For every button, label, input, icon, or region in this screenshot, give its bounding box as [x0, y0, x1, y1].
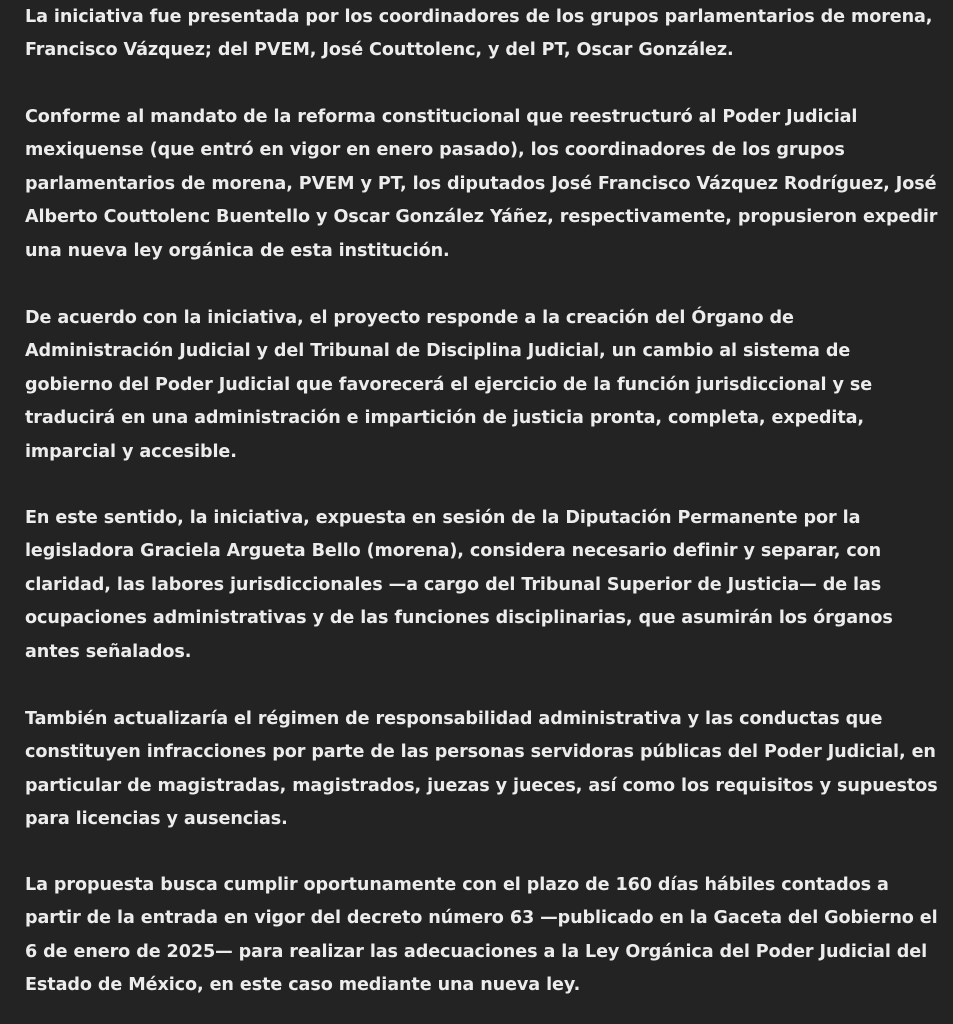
paragraph-4 [25, 502, 945, 669]
text-line: Administración Judicial y del Tribunal de Disciplina Judicial, un cambio al sistema de [25, 341, 851, 362]
text-line: gobierno del Poder Judicial que favorecerá el ejercicio de la función jurisdiccional y se [25, 374, 873, 395]
text-line: De acuerdo con la iniciativa, el proyecto responde a la creación del Órgano de [25, 308, 794, 328]
text-line: Conforme al mandato de la reforma constitucional que reestructuró al Poder Judicial [25, 107, 858, 127]
text-line: En este sentido, la iniciativa, expuesta en sesión de la Diputación Permanente por la [25, 508, 861, 528]
text-line: antes señalados. [25, 641, 192, 662]
paragraph-2 [25, 101, 945, 268]
text-line: Alberto Couttolenc Buentello y Oscar González Yáñez, respectivamente, propusieron expedir [25, 207, 938, 228]
text-line: parlamentarios de morena, PVEM y PT, los diputados José Francisco Vázquez Rodríguez, José [25, 173, 937, 194]
text-line: partir de la entrada en vigor del decreto número 63 —publicado en la Gaceta del Gobierno el [25, 908, 938, 929]
text-line: La iniciativa fue presentada por los coordinadores de los grupos parlamentarios de morena, [25, 7, 933, 27]
paragraph-6 [25, 869, 945, 1003]
text-line: Francisco Vázquez; del PVEM, José Couttolenc, y del PT, Oscar González. [25, 40, 734, 61]
text-line: constituyen infracciones por parte de las personas servidoras públicas del Poder Judicial, en [25, 742, 936, 763]
text-line: claridad, las labores jurisdiccionales —a cargo del Tribunal Superior de Justicia— de las [25, 574, 882, 595]
text-line: 6 de enero de 2025— para realizar las adecuaciones a la Ley Orgánica del Poder Judicial del [25, 941, 928, 962]
text-line: particular de magistradas, magistrados, juezas y jueces, así como los requisitos y supuestos [25, 775, 938, 796]
paragraph-1 [25, 1, 945, 68]
paragraph-5 [25, 703, 945, 837]
text-line: La propuesta busca cumplir oportunamente con el plazo de 160 días hábiles contados a [25, 875, 889, 895]
text-line: mexiquense (que entró en vigor en enero pasado), los coordinadores de los grupos [25, 140, 845, 161]
text-line: imparcial y accesible. [25, 441, 237, 462]
text-line: ocupaciones administrativas y de las funciones disciplinarias, que asumirán los órganos [25, 608, 893, 629]
text-line: traducirá en una administración e impartición de justicia pronta, completa, expedita, [25, 408, 865, 429]
paragraph-3 [25, 302, 945, 469]
text-line: Estado de México, en este caso mediante una nueva ley. [25, 975, 581, 996]
text-line: para licencias y ausencias. [25, 809, 288, 830]
text-line: una nueva ley orgánica de esta institución. [25, 240, 450, 261]
text-line: También actualizaría el régimen de responsabilidad administrativa y las conductas que [25, 709, 883, 729]
text-line: legisladora Graciela Argueta Bello (morena), considera necesario definir y separar, con [25, 541, 882, 562]
